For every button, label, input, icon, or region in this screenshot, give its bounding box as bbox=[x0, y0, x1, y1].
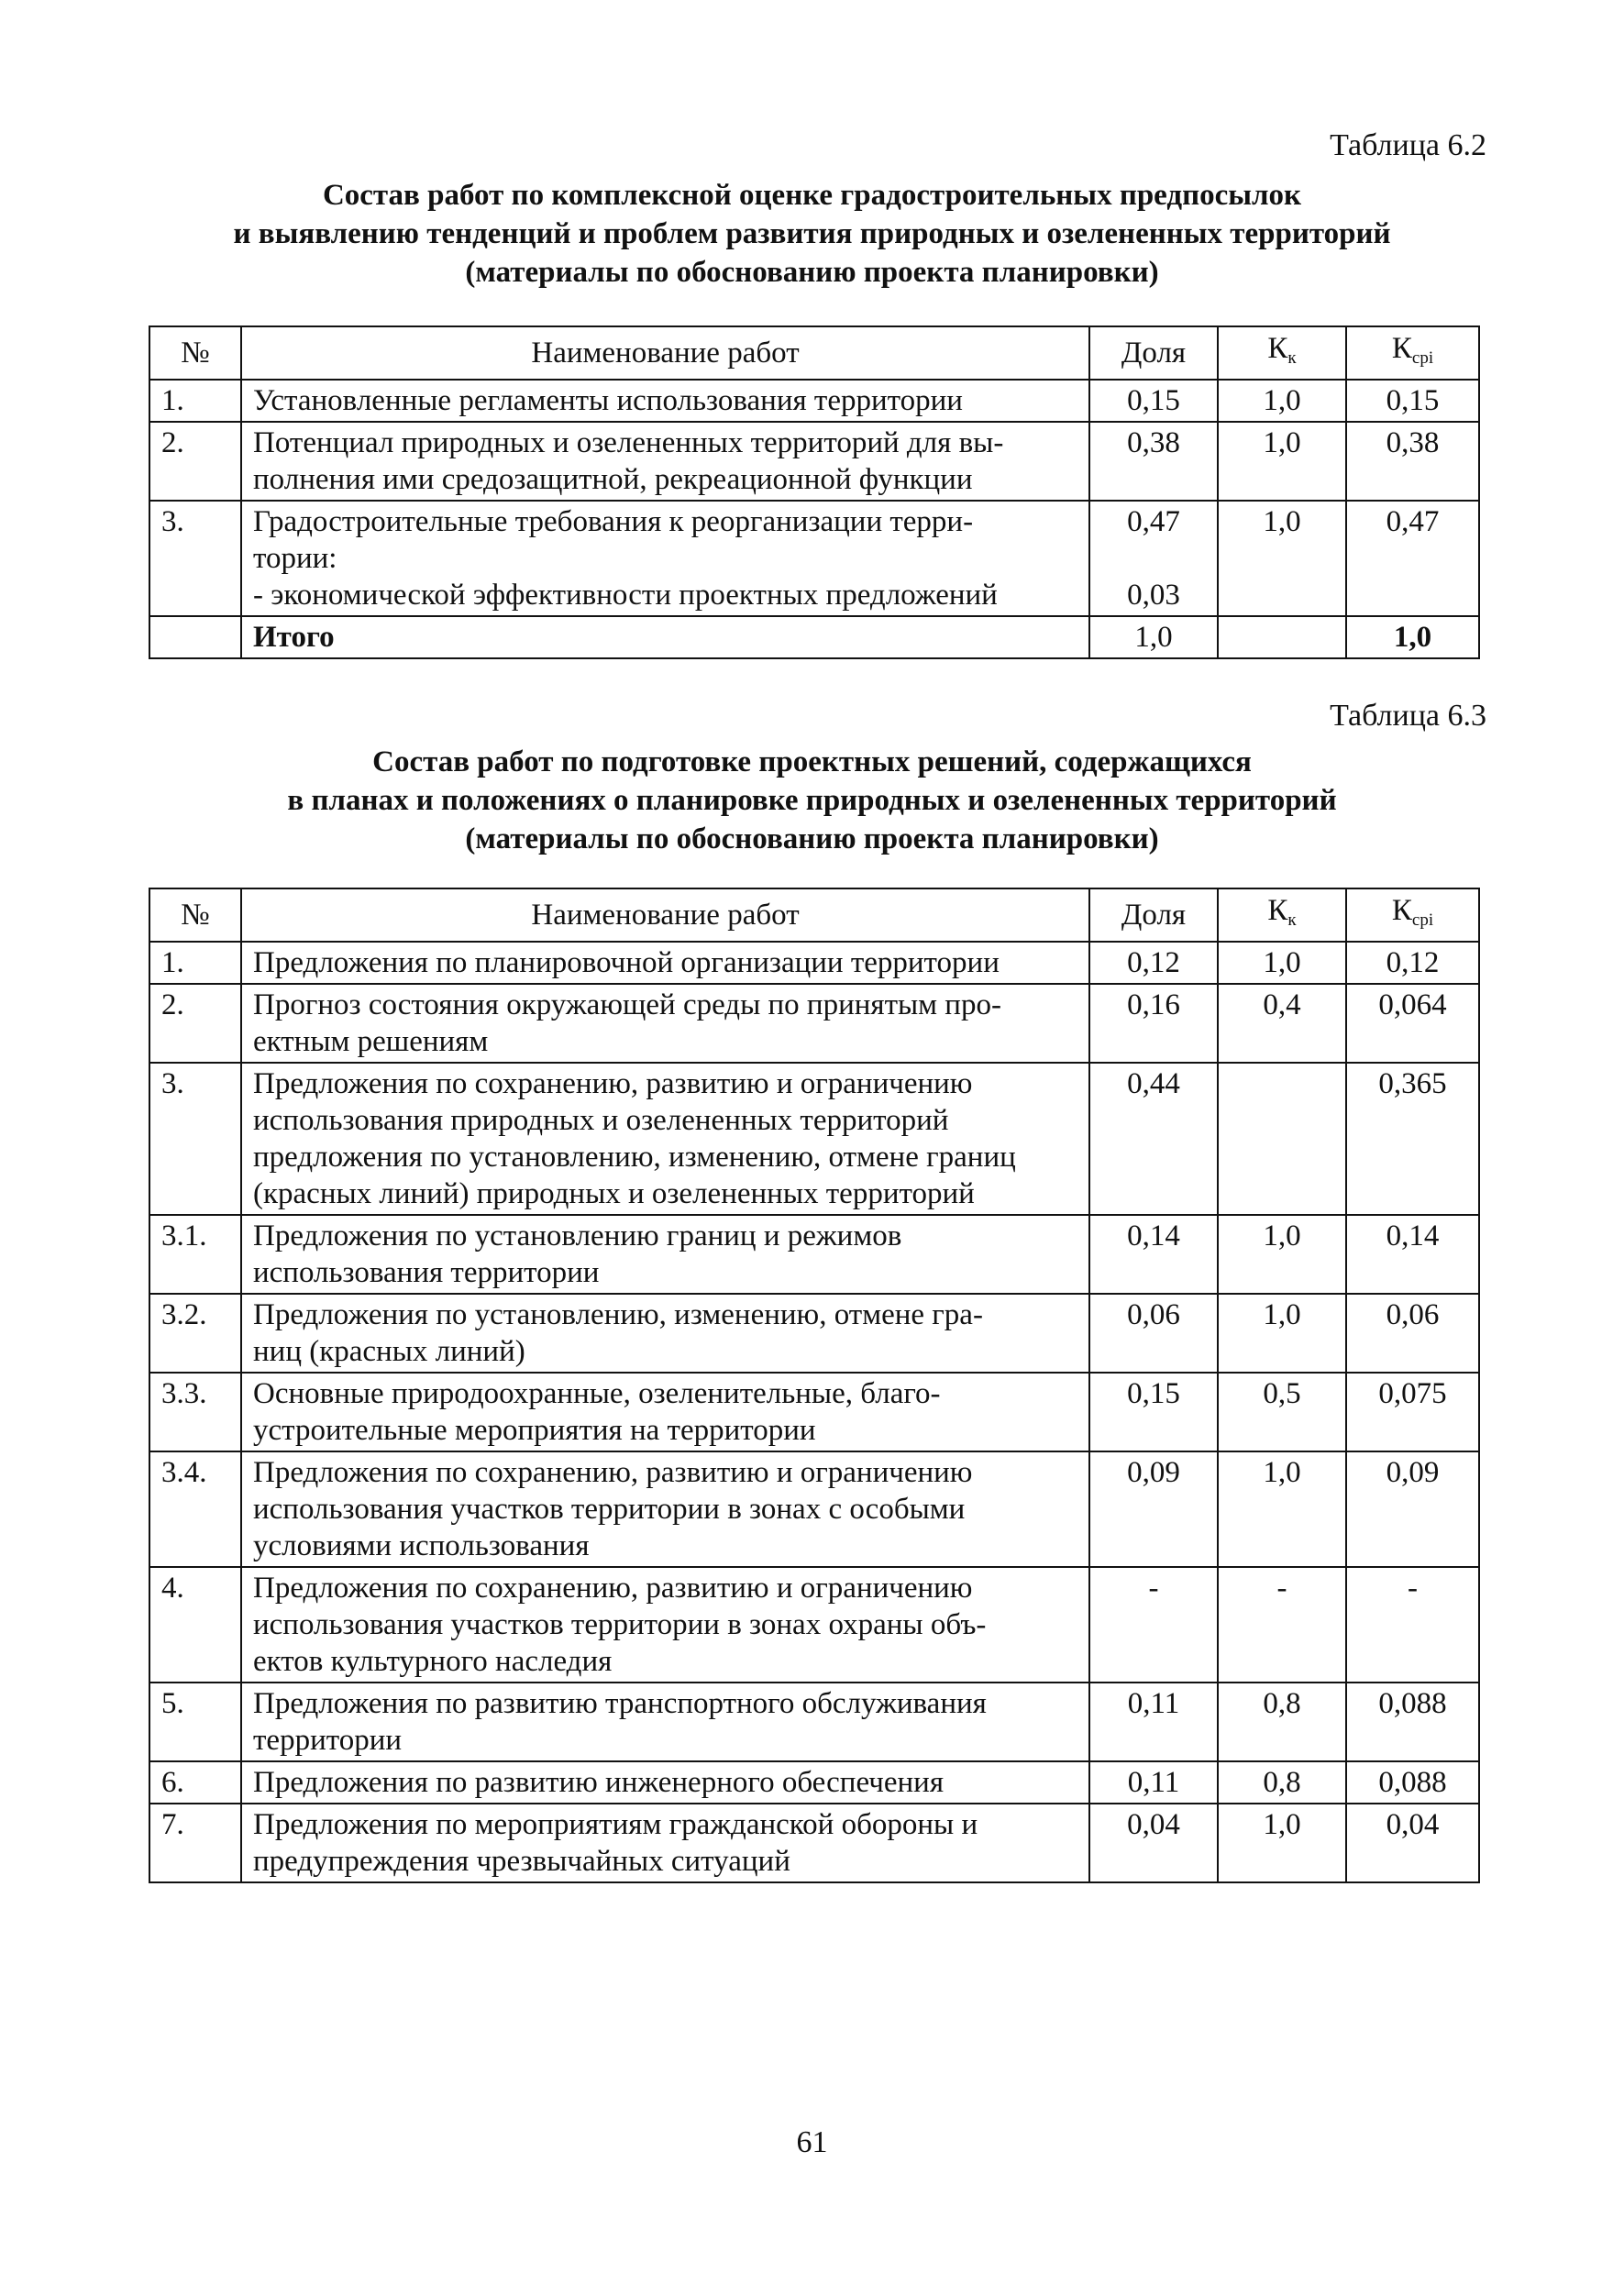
table-6-2-caption: Таблица 6.2 bbox=[1330, 128, 1486, 162]
row-kcp: 0,47 bbox=[1346, 501, 1479, 616]
heading-line: в планах и положениях о планировке природных и озелененных территорий bbox=[287, 784, 1337, 817]
row-k: 0,4 bbox=[1218, 984, 1346, 1063]
table-row bbox=[149, 984, 1479, 1063]
table-row bbox=[149, 1063, 1479, 1215]
row-name: Предложения по мероприятиям гражданской обороны и предупреждения чрезвычайных ситуаций bbox=[241, 1804, 1089, 1882]
total-label: Итого bbox=[241, 616, 1089, 658]
heading-line: (материалы по обоснованию проекта планировки) bbox=[465, 822, 1159, 855]
table-row bbox=[149, 942, 1479, 984]
row-share: 0,14 bbox=[1089, 1215, 1218, 1294]
row-name: Основные природоохранные, озеленительные, благо- устроительные мероприятия на территории bbox=[241, 1373, 1089, 1451]
row-number: 6. bbox=[149, 1761, 241, 1804]
row-kcp: 0,365 bbox=[1346, 1063, 1479, 1215]
table-row bbox=[149, 1294, 1479, 1373]
row-name: Предложения по установлению, изменению, отмене гра- ниц (красных линий) bbox=[241, 1294, 1089, 1373]
row-number: 4. bbox=[149, 1567, 241, 1683]
row-number: 3.4. bbox=[149, 1451, 241, 1567]
col-header-k: $К_к$ bbox=[1218, 888, 1346, 942]
col-header-k: $К_к$ bbox=[1218, 326, 1346, 380]
col-header-name: Наименование работ bbox=[241, 888, 1089, 942]
row-name: Предложения по сохранению, развитию и ограничению использования участков территории в зонах охраны объ- ектов культурного наследия bbox=[241, 1567, 1089, 1683]
table-6-3-heading bbox=[138, 743, 1486, 858]
table-row bbox=[149, 501, 1479, 616]
page-number: 61 bbox=[796, 2125, 828, 2159]
table-row bbox=[149, 1567, 1479, 1683]
row-k bbox=[1218, 1063, 1346, 1215]
col-header-share: Доля bbox=[1089, 326, 1218, 380]
row-name: Градостроительные требования к реорганизации терри- тории: - экономической эффективности проектных предложений bbox=[241, 501, 1089, 616]
row-name: Предложения по развитию транспортного обслуживания территории bbox=[241, 1683, 1089, 1761]
table-row bbox=[149, 1451, 1479, 1567]
table-row bbox=[149, 1804, 1479, 1882]
row-share: 0,15 bbox=[1089, 1373, 1218, 1451]
row-kcp: - bbox=[1346, 1567, 1479, 1683]
col-header-num: № bbox=[149, 888, 241, 942]
total-k-empty bbox=[1218, 616, 1346, 658]
heading-line: Состав работ по комплексной оценке градостроительных предпосылок bbox=[322, 179, 1302, 212]
table-6-3-body bbox=[149, 942, 1479, 1882]
row-share: 0,47 0,03 bbox=[1089, 501, 1218, 616]
row-k: 1,0 bbox=[1218, 1215, 1346, 1294]
col-header-kcp: $К_{срi}$ bbox=[1346, 888, 1479, 942]
row-name: Предложения по развитию инженерного обеспечения bbox=[241, 1761, 1089, 1804]
col-header-name: Наименование работ bbox=[241, 326, 1089, 380]
row-kcp: 0,075 bbox=[1346, 1373, 1479, 1451]
row-name: Установленные регламенты использования территории bbox=[241, 380, 1089, 422]
row-number: 5. bbox=[149, 1683, 241, 1761]
row-share: 0,11 bbox=[1089, 1761, 1218, 1804]
row-share: - bbox=[1089, 1567, 1218, 1683]
row-number: 2. bbox=[149, 422, 241, 501]
row-share: 0,06 bbox=[1089, 1294, 1218, 1373]
row-share: 0,15 bbox=[1089, 380, 1218, 422]
row-number: 3. bbox=[149, 1063, 241, 1215]
total-kcp: 1,0 bbox=[1346, 616, 1479, 658]
table-6-2-heading bbox=[138, 176, 1486, 292]
row-number: 1. bbox=[149, 942, 241, 984]
row-number: 7. bbox=[149, 1804, 241, 1882]
row-kcp: 0,088 bbox=[1346, 1683, 1479, 1761]
row-number: 3.3. bbox=[149, 1373, 241, 1451]
col-header-share: Доля bbox=[1089, 888, 1218, 942]
row-kcp: 0,06 bbox=[1346, 1294, 1479, 1373]
table-row bbox=[149, 1683, 1479, 1761]
row-number: 1. bbox=[149, 380, 241, 422]
total-share: 1,0 bbox=[1089, 616, 1218, 658]
col-header-num: № bbox=[149, 326, 241, 380]
row-number: 3.1. bbox=[149, 1215, 241, 1294]
table-row bbox=[149, 1215, 1479, 1294]
row-share: 0,38 bbox=[1089, 422, 1218, 501]
row-k: 1,0 bbox=[1218, 1804, 1346, 1882]
row-k: 1,0 bbox=[1218, 942, 1346, 984]
row-k: 1,0 bbox=[1218, 501, 1346, 616]
row-k: 1,0 bbox=[1218, 1294, 1346, 1373]
row-kcp: 0,14 bbox=[1346, 1215, 1479, 1294]
col-header-kcp: $К_{срi}$ bbox=[1346, 326, 1479, 380]
table-row bbox=[149, 1373, 1479, 1451]
row-k: 1,0 bbox=[1218, 422, 1346, 501]
row-k: 0,8 bbox=[1218, 1683, 1346, 1761]
row-share: 0,04 bbox=[1089, 1804, 1218, 1882]
row-kcp: 0,064 bbox=[1346, 984, 1479, 1063]
row-k: 0,5 bbox=[1218, 1373, 1346, 1451]
total-empty-cell bbox=[149, 616, 241, 658]
row-number: 2. bbox=[149, 984, 241, 1063]
table-6-3 bbox=[149, 888, 1480, 1883]
table-header-row bbox=[149, 326, 1479, 380]
row-name: Потенциал природных и озелененных территорий для вы- полнения ими средозащитной, рекреационной функции bbox=[241, 422, 1089, 501]
table-header-row bbox=[149, 888, 1479, 942]
row-k: 0,8 bbox=[1218, 1761, 1346, 1804]
row-name: Предложения по сохранению, развитию и ограничению использования природных и озелененных территорий предложения по установлению, изменению, отмене границ (красных линий) природных и озелененных территорий bbox=[241, 1063, 1089, 1215]
row-k: - bbox=[1218, 1567, 1346, 1683]
row-name: Прогноз состояния окружающей среды по принятым про- ектным решениям bbox=[241, 984, 1089, 1063]
row-share: 0,12 bbox=[1089, 942, 1218, 984]
row-share: 0,16 bbox=[1089, 984, 1218, 1063]
row-kcp: 0,088 bbox=[1346, 1761, 1479, 1804]
heading-line: и выявлению тенденций и проблем развития природных и озелененных территорий bbox=[233, 217, 1391, 250]
row-name: Предложения по планировочной организации территории bbox=[241, 942, 1089, 984]
row-share: 0,11 bbox=[1089, 1683, 1218, 1761]
row-share: 0,09 bbox=[1089, 1451, 1218, 1567]
row-kcp: 0,15 bbox=[1346, 380, 1479, 422]
row-share: 0,44 bbox=[1089, 1063, 1218, 1215]
row-number: 3.2. bbox=[149, 1294, 241, 1373]
row-kcp: 0,09 bbox=[1346, 1451, 1479, 1567]
table-row bbox=[149, 380, 1479, 422]
row-kcp: 0,38 bbox=[1346, 422, 1479, 501]
table-row bbox=[149, 1761, 1479, 1804]
table-6-3-caption: Таблица 6.3 bbox=[1330, 699, 1486, 733]
table-total-row bbox=[149, 616, 1479, 658]
table-row bbox=[149, 422, 1479, 501]
row-k: 1,0 bbox=[1218, 1451, 1346, 1567]
heading-line: Состав работ по подготовке проектных решений, содержащихся bbox=[372, 745, 1252, 778]
row-name: Предложения по сохранению, развитию и ограничению использования участков территории в зонах с особыми условиями использования bbox=[241, 1451, 1089, 1567]
row-name: Предложения по установлению границ и режимов использования территории bbox=[241, 1215, 1089, 1294]
row-number: 3. bbox=[149, 501, 241, 616]
heading-line: (материалы по обоснованию проекта планировки) bbox=[465, 256, 1159, 289]
row-kcp: 0,04 bbox=[1346, 1804, 1479, 1882]
table-6-2 bbox=[149, 326, 1480, 659]
row-k: 1,0 bbox=[1218, 380, 1346, 422]
row-kcp: 0,12 bbox=[1346, 942, 1479, 984]
